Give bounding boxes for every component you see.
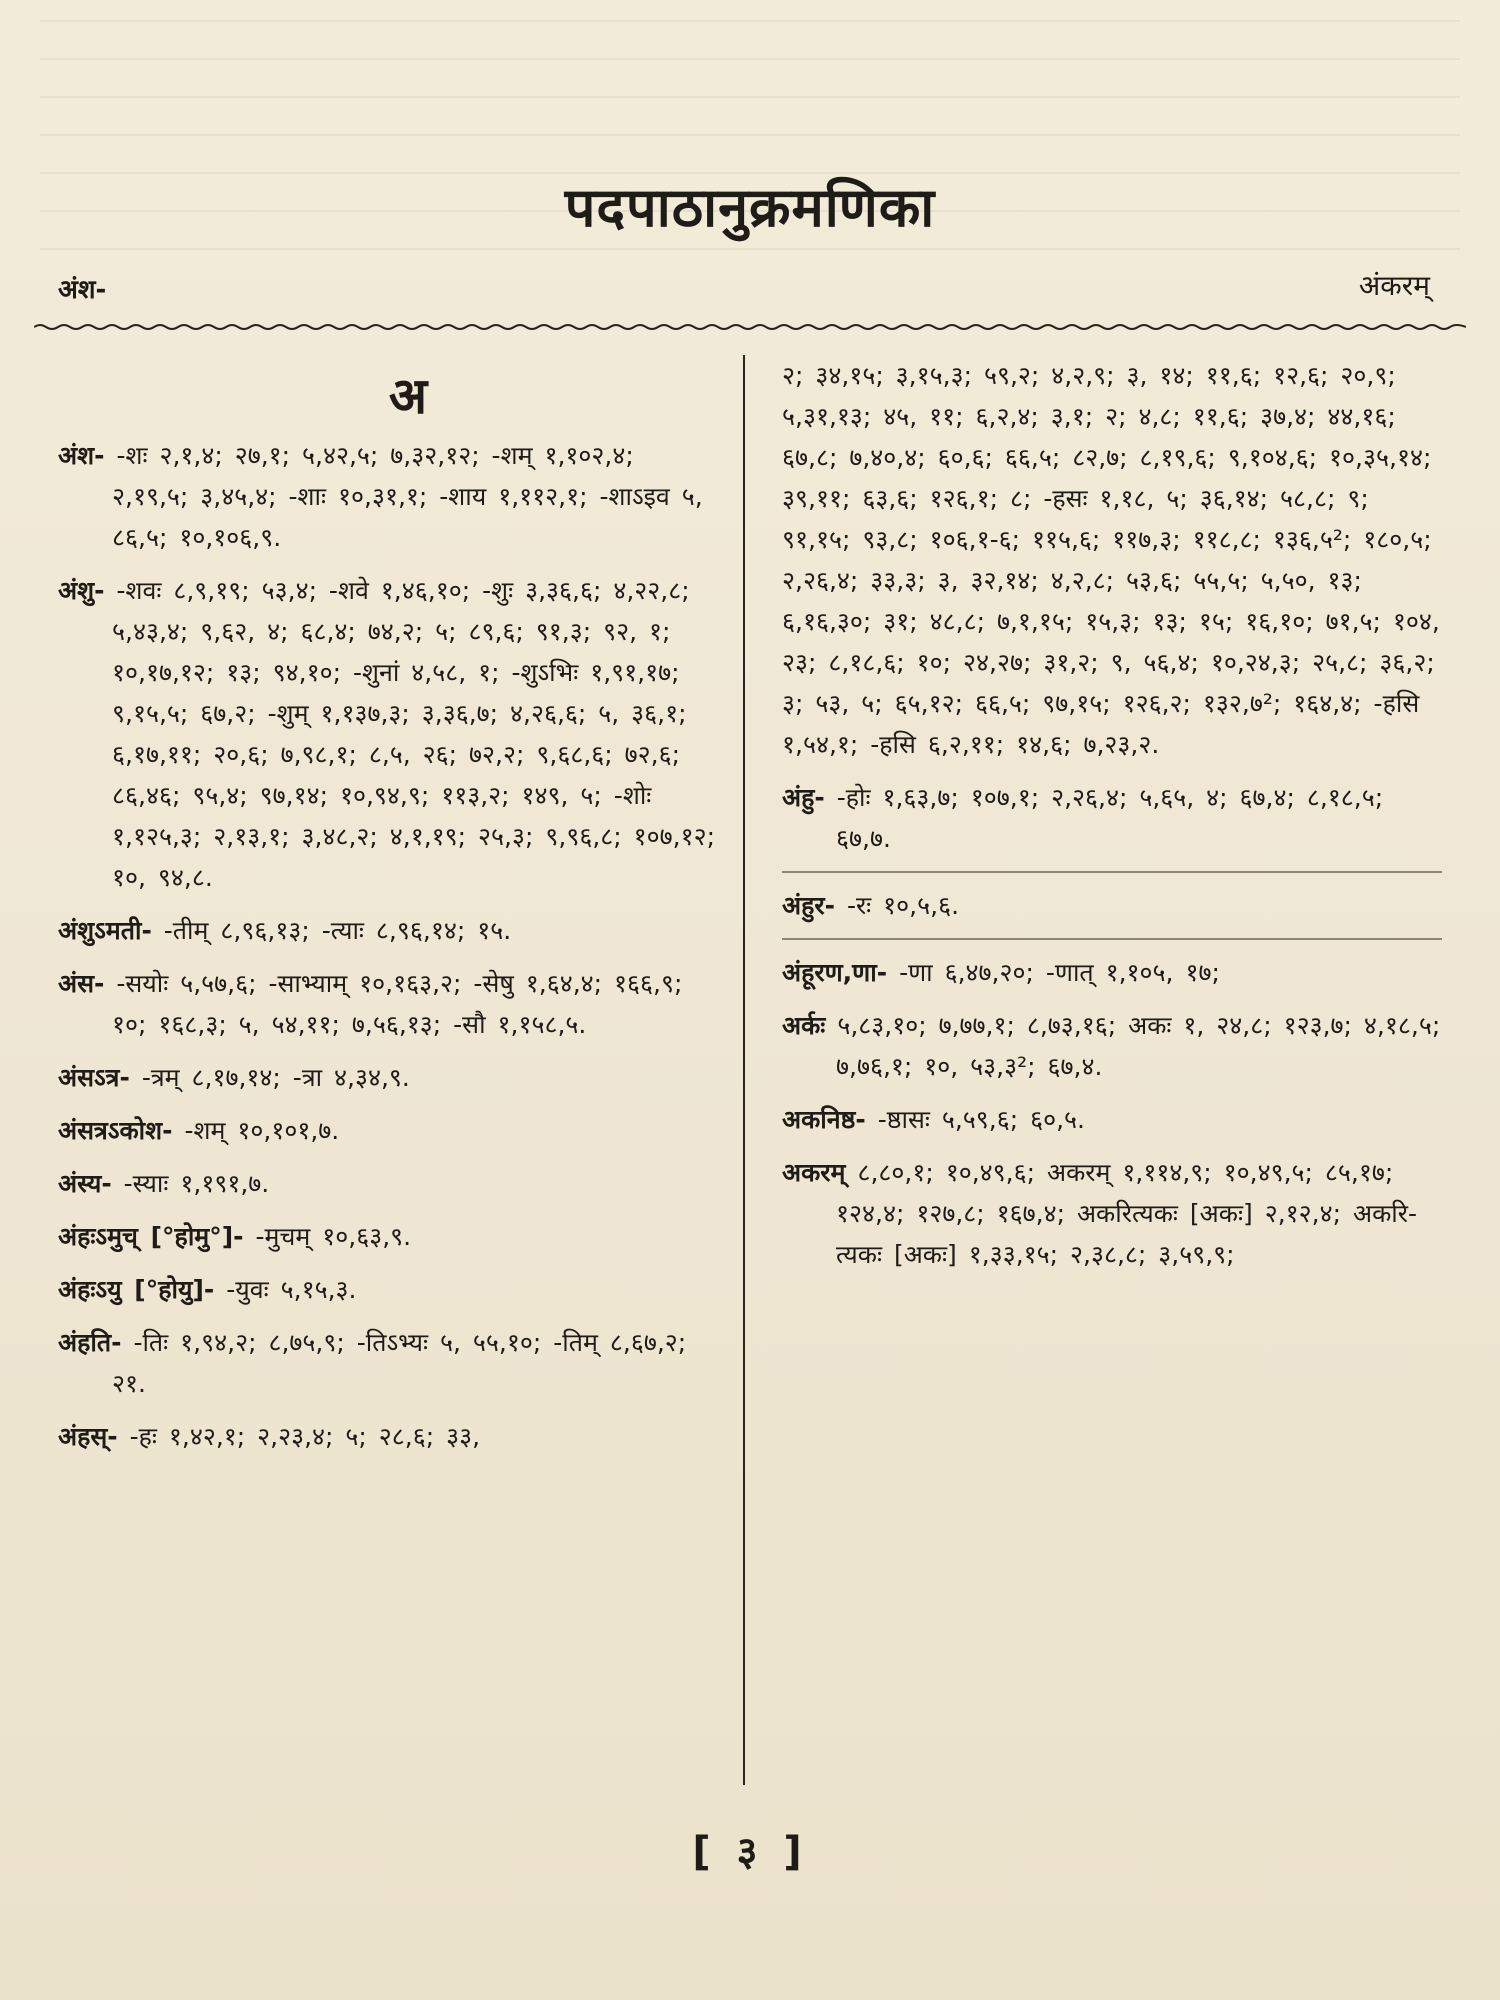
entry-references: -शः २,१,४; २७,१; ५,४२,५; ७,३२,१२; -शम् १,१०२,४; २,१९,५; ३,४५,४; -शाः १०,३१,१; -शाय १,११२,१; -शाऽइव ५, ८६,५; १०,१०६,९.	[112, 441, 703, 552]
headword: अंहु-	[782, 783, 825, 812]
left-column	[58, 355, 718, 1469]
entry-references: -ष्ठासः ५,५९,६; ६०,५.	[877, 1105, 1085, 1134]
entry-references: ८,८०,१; १०,४९,६; अकरम् १,११४,९; १०,४९,५; ८५,१७; १२४,४; १२७,८; १६७,४; अकरित्यकः [अकः] २,१२,४; अकरि- त्यकः [अकः] १,३३,१५; २,३८,८; ३,५९,९;	[836, 1158, 1417, 1269]
index-entry	[782, 1005, 1442, 1087]
page-number: [ ३ ]	[692, 1829, 808, 1875]
left-entries	[58, 435, 718, 1457]
headword: अंश-	[58, 441, 105, 470]
headword: अंहुर-	[782, 891, 835, 920]
right-entries	[782, 777, 1442, 1275]
headword: अंसत्रऽकोश-	[58, 1116, 173, 1145]
headword: अंहति-	[58, 1328, 122, 1357]
continuation-text: २; ३४,१५; ३,१५,३; ५९,२; ४,२,९; ३, १४; ११,६; १२,६; २०,९; ५,३१,१३; ४५, ११; ६,२,४; ३,१; २; ४,८; ११,६; ३७,४; ४४,१६; ६७,८; ७,४०,४; ६०,६; ६६,५; ८२,७; ८,१९,६; ९,१०४,६; १०,३५,१४; ३९,११; ६३,६; १२६,१; ८; -हसः १,१८, ५; ३६,१४; ५८,८; ९; ९१,१५; ९३,८; १०६,१-६; ११५,६; ११७,३; ११८,८; १३६,५²; १८०,५; २,२६,४; ३३,३; ३, ३२,१४; ४,२,८; ५३,६; ५५,५; ५,५०, १३; ६,१६,३०; ३१; ४८,८; ७,१,१५; १५,३; १३; १५; १६,१०; ७१,५; १०४, २३; ८,१८,६; १०; २४,२७; ३१,२; ९, ५६,४; १०,२४,३; २५,८; ३६,२; ३; ५३, ५; ६५,१२; ६६,५; ९७,१५; १२६,२; १३२,७²; १६४,४; -हसि १,५४,१; -हसि ६,२,११; १४,६; ७,२३,२.	[782, 361, 1440, 759]
headword: अंहःऽमुच् [°होमु°]-	[58, 1222, 244, 1251]
index-entry	[58, 1163, 718, 1204]
headword: अंशुऽमती-	[58, 916, 152, 945]
index-entry	[58, 1416, 718, 1457]
right-column	[782, 355, 1442, 1287]
index-entry	[58, 1322, 718, 1404]
entry-references: -णा ६,४७,२०; -णात् १,१०५, १७;	[899, 958, 1220, 987]
index-entry	[782, 1099, 1442, 1140]
index-entry	[58, 570, 718, 898]
index-entry	[58, 1057, 718, 1098]
headword: अंहःऽयु [°होयु]-	[58, 1275, 215, 1304]
section-letter: अ	[388, 367, 428, 425]
index-entry	[782, 885, 1442, 926]
headword: अंस्य-	[58, 1169, 112, 1198]
entry-references: -तिः १,९४,२; ८,७५,९; -तिऽभ्यः ५, ५५,१०; -तिम् ८,६७,२; २१.	[112, 1328, 687, 1398]
entry-references: -सयोः ५,५७,६; -साभ्याम् १०,१६३,२; -सेषु १,६४,४; १६६,९; १०; १६८,३; ५, ५४,११; ७,५६,१३; -सौ १,१५८,५.	[112, 969, 683, 1039]
entry-references: -हः १,४२,१; २,२३,४; ५; २८,६; ३३,	[129, 1422, 481, 1451]
entry-references: -स्याः १,१९१,७.	[123, 1169, 270, 1198]
entry-references: -होः १,६३,७; १०७,१; २,२६,४; ५,६५, ४; ६७,४; ८,१८,५; ६७,७.	[836, 783, 1384, 853]
index-entry	[782, 952, 1442, 993]
entry-references: -मुचम् १०,६३,९.	[255, 1222, 412, 1251]
headword: अंस-	[58, 969, 105, 998]
entry-references: -रः १०,५,६.	[846, 891, 960, 920]
entry-references: -युवः ५,१५,३.	[226, 1275, 357, 1304]
entry-references: -शवः ८,९,१९; ५३,४; -शवे १,४६,१०; -शुः ३,३६,६; ४,२२,८; ५,४३,४; ९,६२, ४; ६८,४; ७४,२; ५; ८९,६; ९१,३; ९२, १; १०,१७,१२; १३; ९४,१०; -शुनां ४,५८, १; -शुऽभिः १,९१,१७; ९,१५,५; ६७,२; -शुम् १,१३७,३; ३,३६,७; ४,२६,६; ५, ३६,१; ६,१७,११; २०,६; ७,९८,१; ८,५, २६; ७२,२; ९,६८,६; ७२,६; ८६,४६; ९५,४; ९७,१४; १०,९४,९; ११३,२; १४९, ५; -शोः १,१२५,३; २,१३,१; ३,४८,२; ४,१,१९; २५,३; ९,९६,८; १०७,१२; १०, ९४,८.	[112, 576, 716, 892]
page-title: पदपाठानुक्रमणिका	[564, 176, 936, 239]
headword: अर्कः	[782, 1011, 826, 1040]
index-entry	[782, 1152, 1442, 1275]
headword: अंशु-	[58, 576, 105, 605]
column-divider	[743, 355, 745, 1785]
index-entry	[58, 435, 718, 558]
entry-divider	[782, 871, 1442, 873]
headword: अंसऽत्र-	[58, 1063, 130, 1092]
index-entry	[58, 1110, 718, 1151]
headword: अकनिष्ठ-	[782, 1105, 866, 1134]
headword: अंहस्-	[58, 1422, 118, 1451]
running-head-left: अंश-	[58, 275, 107, 305]
entry-divider	[782, 938, 1442, 940]
index-entry	[58, 1269, 718, 1310]
headword: अकरम्	[782, 1158, 846, 1187]
entry-references: -शम् १०,१०१,७.	[184, 1116, 340, 1145]
running-head-right: अंकरम्	[1358, 269, 1430, 302]
index-entry	[58, 1216, 718, 1257]
index-entry	[782, 777, 1442, 859]
index-entry	[58, 910, 718, 951]
entry-references: -तीम् ८,९६,१३; -त्याः ८,९६,१४; १५.	[163, 916, 512, 945]
headword: अंहूरण,णा-	[782, 958, 888, 987]
entry-references: ५,८३,१०; ७,७७,१; ८,७३,१६; अकः १, २४,८; १२३,७; ४,१८,५; ७,७६,१; १०, ५३,३²; ६७,४.	[836, 1011, 1441, 1081]
header-rule	[34, 322, 1466, 332]
entry-references: -त्रम् ८,१७,१४; -त्रा ४,३४,९.	[141, 1063, 410, 1092]
index-entry	[58, 963, 718, 1045]
